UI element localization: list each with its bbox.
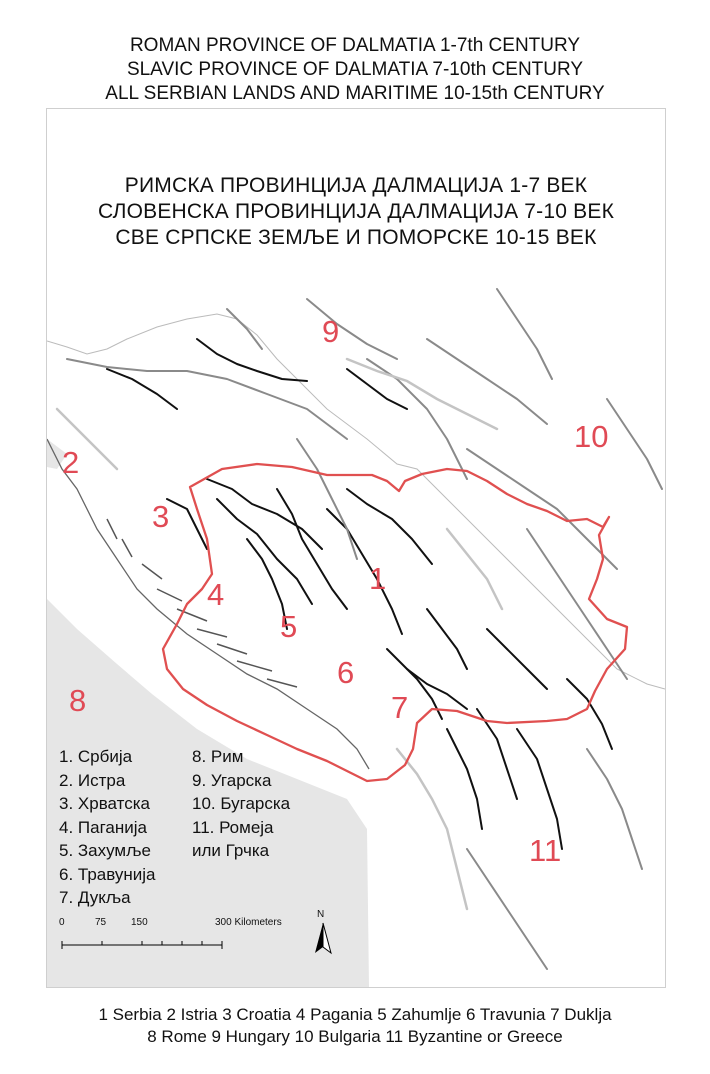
cyr-title-line-3: СВЕ СРПСКЕ ЗЕМЉЕ И ПОМОРСКЕ 10-15 ВЕК (115, 226, 597, 249)
region-number-6: 6 (337, 655, 355, 690)
title-line-1: ROMAN PROVINCE OF DALMATIA 1-7th CENTURY (129, 35, 581, 56)
english-legend-line-2: 8 Rome 9 Hungary 10 Bulgaria 11 Byzantine or Greece (147, 1027, 563, 1046)
legend-item: 3. Хрватска (59, 794, 150, 813)
region-number-5: 5 (280, 609, 298, 644)
region-number-9: 9 (322, 314, 340, 349)
legend-item: 9. Угарска (192, 770, 272, 790)
legend-item: или Грчка (192, 841, 270, 860)
legend-item: 1. Србија (59, 747, 133, 766)
legend-item: 5. Захумље (59, 841, 151, 860)
scale-tick-label: 0 (59, 917, 65, 928)
english-legend-line-1: 1 Serbia 2 Istria 3 Croatia 4 Pagania 5 Zahumlje 6 Travunia 7 Duklja (98, 1005, 612, 1024)
legend-item: 4. Паганија (59, 817, 147, 837)
region-number-1: 1 (369, 561, 387, 596)
scale-tick-label: 300 Kilometers (215, 917, 282, 928)
legend-item: 8. Рим (192, 747, 244, 766)
legend-item: 2. Истра (59, 770, 126, 790)
scale-tick-label: 75 (95, 917, 107, 928)
map-panel (46, 108, 666, 988)
region-number-7: 7 (391, 690, 409, 725)
legend-item: 11. Ромеја (192, 817, 274, 837)
legend-item: 10. Бугарска (192, 794, 291, 813)
scale-tick-label: 150 (131, 917, 148, 928)
legend-right (192, 745, 290, 863)
region-number-3: 3 (152, 499, 170, 534)
legend-item: 7. Дукља (59, 888, 131, 907)
cyr-title-line-2: СЛОВЕНСКА ПРОВИНЦИЈА ДАЛМАЦИЈА 7-10 ВЕК (97, 200, 615, 223)
scale-bar (59, 917, 299, 957)
legend-item: 6. Травунија (59, 864, 156, 884)
english-titles (0, 34, 710, 106)
region-number-11: 11 (529, 833, 562, 868)
scale-bar-line (59, 917, 299, 957)
region-number-8: 8 (69, 683, 87, 718)
north-arrow-icon (311, 909, 335, 959)
region-number-10: 10 (574, 419, 609, 454)
region-number-4: 4 (207, 577, 225, 612)
islands (107, 519, 297, 687)
north-label: N (317, 909, 325, 920)
north-arrow (311, 909, 335, 959)
cyrillic-titles (47, 173, 665, 251)
region-number-2: 2 (62, 445, 80, 480)
title-line-2: SLAVIC PROVINCE OF DALMATIA 7-10th CENTURY (126, 59, 584, 80)
cyr-title-line-1: РИМСКА ПРОВИНЦИЈА ДАЛМАЦИЈА 1-7 ВЕК (124, 174, 588, 197)
serbia-boundary (163, 464, 627, 781)
legend-left (59, 745, 156, 910)
title-line-3: ALL SERBIAN LANDS AND MARITIME 10-15th CENTURY (105, 83, 605, 104)
english-legend (0, 1004, 710, 1048)
